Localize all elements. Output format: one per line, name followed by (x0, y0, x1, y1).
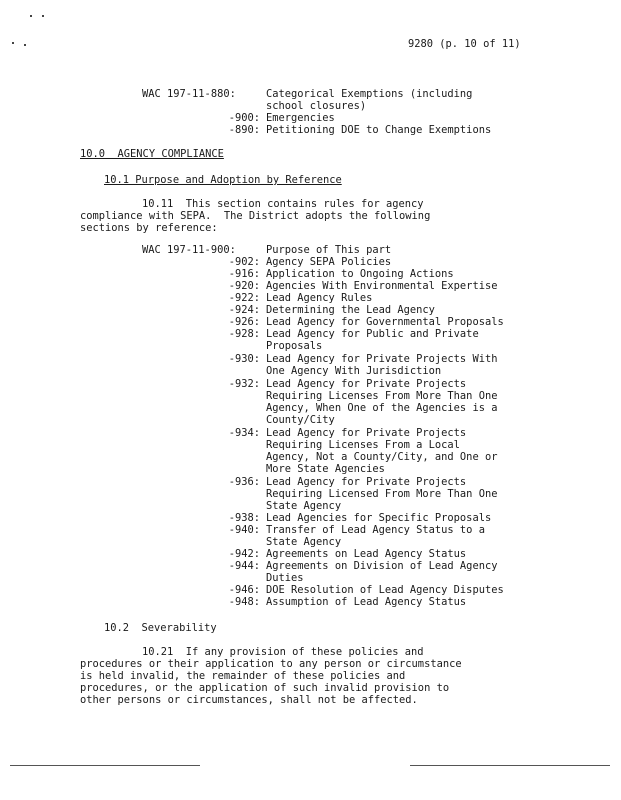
paragraph-line: sections by reference: (80, 222, 218, 234)
section-title: Requiring Licensed From More Than One (266, 488, 498, 500)
section-title: Lead Agencies for Specific Proposals (266, 512, 492, 524)
exemption-text: Petitioning DOE to Change Exemptions (266, 124, 492, 136)
paragraph-line: 10.11 This section contains rules for agency (142, 198, 424, 210)
section-title: Lead Agency for Governmental Proposals (266, 316, 504, 328)
section-code: -930: (228, 353, 260, 365)
section-code: -902: (228, 256, 260, 268)
section-code: -948: (228, 596, 260, 608)
section-code: -946: (228, 584, 260, 596)
section-code: -940: (228, 524, 260, 536)
paragraph-line: compliance with SEPA. The District adopts the following (80, 210, 431, 222)
section-title: Agreements on Lead Agency Status (266, 548, 467, 560)
section-heading: 10.0 AGENCY COMPLIANCE (80, 148, 224, 160)
section-title: County/City (266, 414, 335, 426)
subsection-heading: 10.2 Severability (104, 622, 217, 634)
section-code: -934: (228, 427, 260, 439)
section-title: Lead Agency for Private Projects (266, 427, 467, 439)
scan-edge-line (410, 765, 610, 766)
section-title: Agency, Not a County/City, and One or (266, 451, 498, 463)
section-title: Proposals (266, 340, 323, 352)
section-title: Requiring Licenses From More Than One (266, 390, 498, 402)
section-code: -924: (228, 304, 260, 316)
section-code: -920: (228, 280, 260, 292)
section-title: Agreements on Division of Lead Agency (266, 560, 498, 572)
section-title: DOE Resolution of Lead Agency Disputes (266, 584, 504, 596)
subsection-heading: 10.1 Purpose and Adoption by Reference (104, 174, 342, 186)
section-title: Requiring Licenses From a Local (266, 439, 460, 451)
scan-speck (24, 44, 26, 46)
section-title: Transfer of Lead Agency Status to a (266, 524, 485, 536)
section-title: Assumption of Lead Agency Status (266, 596, 467, 608)
section-title: Lead Agency for Public and Private (266, 328, 479, 340)
scan-speck (12, 42, 14, 44)
section-title: Purpose of This part (266, 244, 392, 256)
scan-speck (30, 15, 32, 17)
paragraph-line: procedures, or the application of such invalid provision to (80, 682, 450, 694)
section-code: -938: (228, 512, 260, 524)
section-title: Lead Agency for Private Projects (266, 476, 467, 488)
section-code: -936: (228, 476, 260, 488)
section-code: -926: (228, 316, 260, 328)
section-title: Determining the Lead Agency (266, 304, 435, 316)
section-title: Agencies With Environmental Expertise (266, 280, 498, 292)
exemption-code: -900: (228, 112, 260, 124)
exemption-text: Emergencies (266, 112, 335, 124)
section-code: -932: (228, 378, 260, 390)
exemption-code: WAC 197-11-880: (142, 88, 236, 100)
section-title: Agency, When One of the Agencies is a (266, 402, 498, 414)
page-reference: 9280 (p. 10 of 11) (408, 38, 521, 50)
section-title: Agency SEPA Policies (266, 256, 392, 268)
scan-speck (42, 15, 44, 17)
section-title: More State Agencies (266, 463, 385, 475)
section-title: Lead Agency Rules (266, 292, 373, 304)
section-title: Lead Agency for Private Projects (266, 378, 467, 390)
paragraph-line: is held invalid, the remainder of these policies and (80, 670, 406, 682)
scan-edge-line (10, 765, 200, 766)
section-code: -928: (228, 328, 260, 340)
section-title: Lead Agency for Private Projects With (266, 353, 498, 365)
section-title: One Agency With Jurisdiction (266, 365, 442, 377)
exemption-text: Categorical Exemptions (including (266, 88, 473, 100)
section-code: WAC 197-11-900: (142, 244, 236, 256)
paragraph-line: procedures or their application to any person or circumstance (80, 658, 462, 670)
section-title: Application to Ongoing Actions (266, 268, 454, 280)
section-code: -922: (228, 292, 260, 304)
exemption-text: school closures) (266, 100, 367, 112)
exemption-code: -890: (228, 124, 260, 136)
section-code: -942: (228, 548, 260, 560)
paragraph-line: 10.21 If any provision of these policies and (142, 646, 424, 658)
section-code: -944: (228, 560, 260, 572)
paragraph-line: other persons or circumstances, shall not be affected. (80, 694, 418, 706)
section-code: -916: (228, 268, 260, 280)
section-title: State Agency (266, 500, 342, 512)
section-title: Duties (266, 572, 304, 584)
section-title: State Agency (266, 536, 342, 548)
